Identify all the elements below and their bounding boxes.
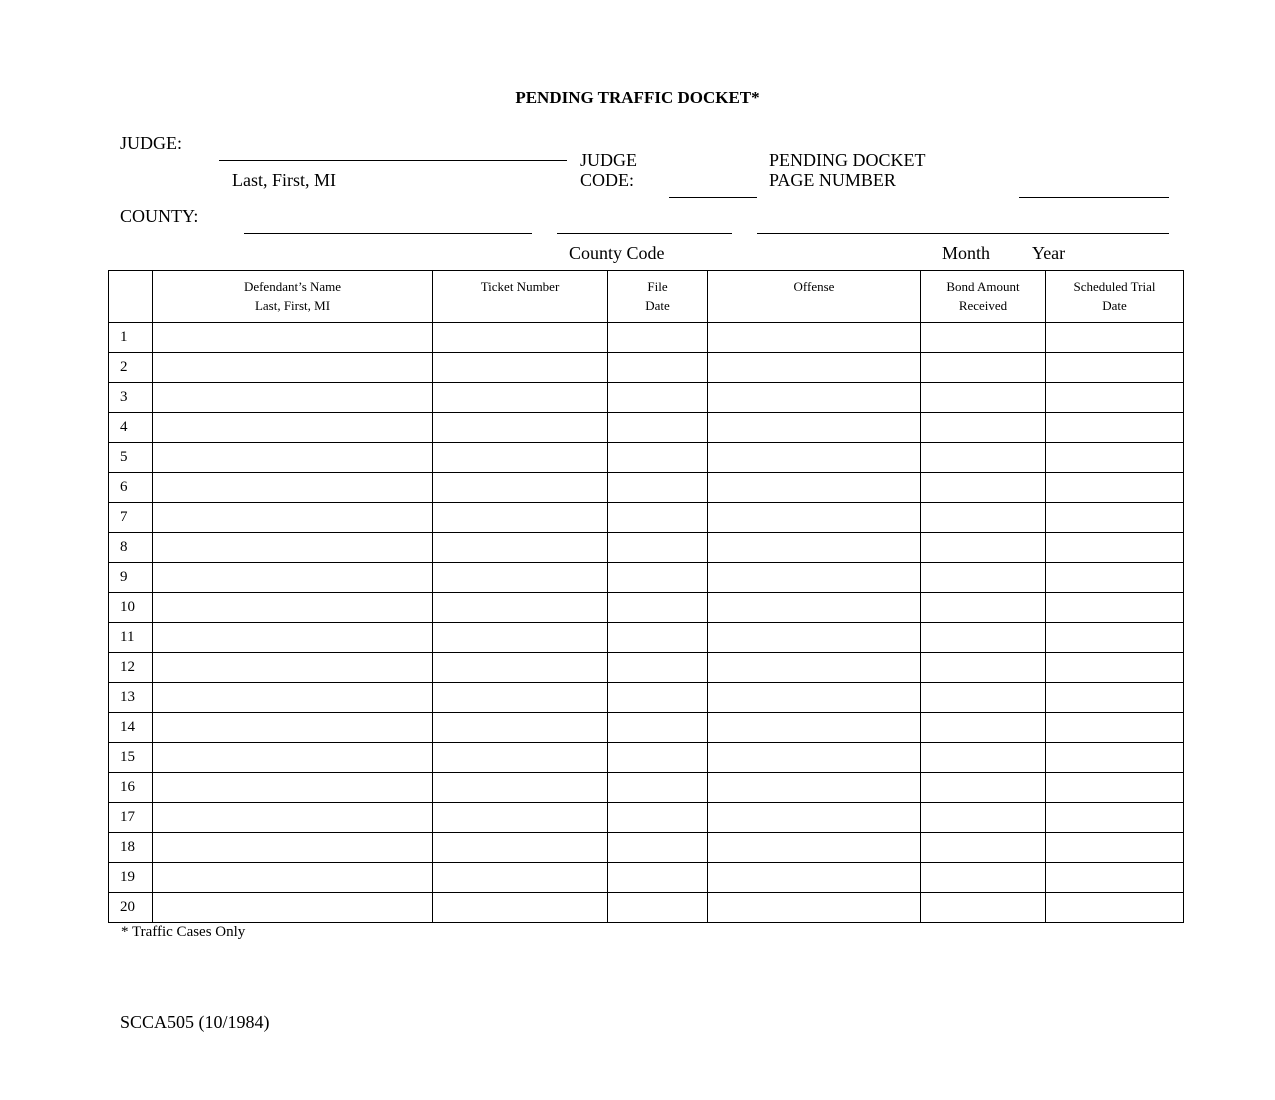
row-number: 4 [109,413,153,443]
county-code-sublabel: County Code [569,243,665,263]
row-number: 17 [109,803,153,833]
header-trial-date-line2: Date [1102,298,1127,313]
offense-cell[interactable] [708,443,921,473]
file-date-cell[interactable] [608,443,708,473]
table-row [109,533,1184,563]
bond-amount-cell[interactable] [921,713,1046,743]
trial-date-cell[interactable] [1046,413,1184,443]
offense-cell[interactable] [708,323,921,353]
offense-cell[interactable] [708,533,921,563]
file-date-cell[interactable] [608,533,708,563]
defendant-name-cell[interactable] [153,533,433,563]
trial-date-cell[interactable] [1046,473,1184,503]
defendant-name-cell[interactable] [153,803,433,833]
ticket-number-cell[interactable] [433,773,608,803]
bond-amount-cell[interactable] [921,743,1046,773]
file-date-cell[interactable] [608,473,708,503]
ticket-number-cell[interactable] [433,503,608,533]
file-date-cell[interactable] [608,803,708,833]
file-date-cell[interactable] [608,893,708,923]
header-file-date [608,271,708,323]
row-number: 20 [109,893,153,923]
header-file-date-line1: File [647,279,668,294]
trial-date-cell[interactable] [1046,653,1184,683]
file-date-cell[interactable] [608,743,708,773]
judge-code-label-line2: CODE: [580,170,634,190]
trial-date-cell[interactable] [1046,683,1184,713]
judge-name-sublabel: Last, First, MI [232,170,337,190]
docket-table [108,270,1184,923]
row-number: 2 [109,353,153,383]
table-row [109,353,1184,383]
bond-amount-cell[interactable] [921,803,1046,833]
file-date-cell[interactable] [608,593,708,623]
ticket-number-cell[interactable] [433,893,608,923]
ticket-number-cell[interactable] [433,863,608,893]
row-number: 18 [109,833,153,863]
defendant-name-cell[interactable] [153,623,433,653]
defendant-name-cell[interactable] [153,863,433,893]
header-row-number [109,271,153,323]
judge-name-field[interactable] [219,160,567,161]
table-row [109,593,1184,623]
offense-cell[interactable] [708,893,921,923]
defendant-name-cell[interactable] [153,383,433,413]
row-number: 11 [109,623,153,653]
header-bond-amount [921,271,1046,323]
file-date-cell[interactable] [608,833,708,863]
trial-date-cell[interactable] [1046,563,1184,593]
county-code-field[interactable] [557,233,732,234]
ticket-number-cell[interactable] [433,413,608,443]
offense-cell[interactable] [708,623,921,653]
ticket-number-cell[interactable] [433,563,608,593]
trial-date-cell[interactable] [1046,593,1184,623]
docket-body [109,323,1184,923]
header-defendant-name-line1: Defendant’s Name [243,279,342,294]
ticket-number-cell[interactable] [433,713,608,743]
table-row [109,503,1184,533]
offense-cell[interactable] [708,773,921,803]
header-defendant-name [153,271,433,323]
defendant-name-cell[interactable] [153,773,433,803]
table-row [109,623,1184,653]
ticket-number-cell[interactable] [433,683,608,713]
row-number: 8 [109,533,153,563]
defendant-name-cell[interactable] [153,893,433,923]
table-row [109,563,1184,593]
trial-date-cell[interactable] [1046,743,1184,773]
row-number: 14 [109,713,153,743]
month-year-field[interactable] [757,233,1169,234]
header-scheduled-trial-date [1046,271,1184,323]
trial-date-cell[interactable] [1046,503,1184,533]
defendant-name-cell[interactable] [153,593,433,623]
bond-amount-cell[interactable] [921,473,1046,503]
defendant-name-cell[interactable] [153,653,433,683]
header-row [109,271,1184,323]
bond-amount-cell[interactable] [921,503,1046,533]
offense-cell[interactable] [708,413,921,443]
defendant-name-cell[interactable] [153,683,433,713]
ticket-number-cell[interactable] [433,473,608,503]
row-number: 5 [109,443,153,473]
bond-amount-cell[interactable] [921,413,1046,443]
ticket-number-cell[interactable] [433,653,608,683]
table-row [109,893,1184,923]
defendant-name-cell[interactable] [153,353,433,383]
bond-amount-cell[interactable] [921,593,1046,623]
defendant-name-cell[interactable] [153,443,433,473]
defendant-name-cell[interactable] [153,473,433,503]
ticket-number-cell[interactable] [433,593,608,623]
form-id: SCCA505 (10/1984) [120,1012,270,1032]
file-date-cell[interactable] [608,683,708,713]
trial-date-cell[interactable] [1046,833,1184,863]
trial-date-cell[interactable] [1046,443,1184,473]
header-ticket-number [433,271,608,323]
table-row [109,863,1184,893]
bond-amount-cell[interactable] [921,863,1046,893]
defendant-name-cell[interactable] [153,743,433,773]
header-defendant-name-line2: Last, First, MI [254,298,331,313]
bond-amount-cell[interactable] [921,683,1046,713]
file-date-cell[interactable] [608,353,708,383]
bond-amount-cell[interactable] [921,623,1046,653]
table-row [109,383,1184,413]
offense-cell[interactable] [708,473,921,503]
table-row [109,473,1184,503]
ticket-number-cell[interactable] [433,743,608,773]
table-row [109,683,1184,713]
offense-cell[interactable] [708,503,921,533]
row-number: 12 [109,653,153,683]
ticket-number-cell[interactable] [433,383,608,413]
table-row [109,443,1184,473]
file-date-cell[interactable] [608,653,708,683]
bond-amount-cell[interactable] [921,833,1046,863]
table-row [109,773,1184,803]
form-title: PENDING TRAFFIC DOCKET* [515,88,760,107]
trial-date-cell[interactable] [1046,713,1184,743]
offense-cell[interactable] [708,863,921,893]
offense-cell[interactable] [708,743,921,773]
header-trial-date-line1: Scheduled Trial [1073,279,1156,294]
table-row [109,803,1184,833]
ticket-number-cell[interactable] [433,353,608,383]
file-date-cell[interactable] [608,383,708,413]
bond-amount-cell[interactable] [921,773,1046,803]
ticket-number-cell[interactable] [433,803,608,833]
year-sublabel: Year [1032,243,1066,263]
offense-cell[interactable] [708,803,921,833]
row-number: 1 [109,323,153,353]
table-row [109,413,1184,443]
bond-amount-cell[interactable] [921,353,1046,383]
offense-cell[interactable] [708,683,921,713]
table-row [109,713,1184,743]
trial-date-cell[interactable] [1046,353,1184,383]
trial-date-cell[interactable] [1046,803,1184,833]
row-number: 15 [109,743,153,773]
header-file-date-line2: Date [645,298,670,313]
ticket-number-cell[interactable] [433,623,608,653]
offense-cell[interactable] [708,593,921,623]
row-number: 13 [109,683,153,713]
file-date-cell[interactable] [608,623,708,653]
row-number: 19 [109,863,153,893]
trial-date-cell[interactable] [1046,863,1184,893]
offense-cell[interactable] [708,563,921,593]
row-number: 16 [109,773,153,803]
bond-amount-cell[interactable] [921,653,1046,683]
defendant-name-cell[interactable] [153,413,433,443]
month-sublabel: Month [942,243,991,263]
defendant-name-cell[interactable] [153,713,433,743]
ticket-number-cell[interactable] [433,533,608,563]
bond-amount-cell[interactable] [921,533,1046,563]
row-number: 10 [109,593,153,623]
table-row [109,743,1184,773]
offense-cell[interactable] [708,353,921,383]
defendant-name-cell[interactable] [153,503,433,533]
offense-cell[interactable] [708,713,921,743]
county-label: COUNTY: [120,206,199,226]
defendant-name-cell[interactable] [153,323,433,353]
trial-date-cell[interactable] [1046,893,1184,923]
header-ticket-number-label: Ticket Number [480,279,560,294]
row-number: 6 [109,473,153,503]
footnote: * Traffic Cases Only [121,924,246,940]
page-number-label-line1: PENDING DOCKET [769,150,926,170]
header-offense [708,271,921,323]
ticket-number-cell[interactable] [433,443,608,473]
file-date-cell[interactable] [608,323,708,353]
trial-date-cell[interactable] [1046,773,1184,803]
ticket-number-cell[interactable] [433,833,608,863]
page-number-label-line2: PAGE NUMBER [769,170,896,190]
trial-date-cell[interactable] [1046,383,1184,413]
file-date-cell[interactable] [608,503,708,533]
offense-cell[interactable] [708,833,921,863]
judge-label: JUDGE: [120,133,182,153]
trial-date-cell[interactable] [1046,623,1184,653]
header-bond-amount-line1: Bond Amount [946,279,1020,294]
judge-code-label-line1: JUDGE [580,150,637,170]
file-date-cell[interactable] [608,863,708,893]
bond-amount-cell[interactable] [921,443,1046,473]
offense-cell[interactable] [708,653,921,683]
defendant-name-cell[interactable] [153,563,433,593]
judge-code-field[interactable] [669,197,757,198]
row-number: 3 [109,383,153,413]
file-date-cell[interactable] [608,563,708,593]
table-row [109,323,1184,353]
trial-date-cell[interactable] [1046,533,1184,563]
header-offense-label: Offense [793,279,835,294]
bond-amount-cell[interactable] [921,893,1046,923]
row-number: 9 [109,563,153,593]
page-number-field[interactable] [1019,197,1169,198]
file-date-cell[interactable] [608,713,708,743]
county-name-field[interactable] [244,233,532,234]
ticket-number-cell[interactable] [433,323,608,353]
trial-date-cell[interactable] [1046,323,1184,353]
table-row [109,653,1184,683]
header-bond-amount-line2: Received [958,298,1008,313]
bond-amount-cell[interactable] [921,383,1046,413]
row-number: 7 [109,503,153,533]
file-date-cell[interactable] [608,773,708,803]
table-row [109,833,1184,863]
defendant-name-cell[interactable] [153,833,433,863]
file-date-cell[interactable] [608,413,708,443]
offense-cell[interactable] [708,383,921,413]
bond-amount-cell[interactable] [921,323,1046,353]
bond-amount-cell[interactable] [921,563,1046,593]
